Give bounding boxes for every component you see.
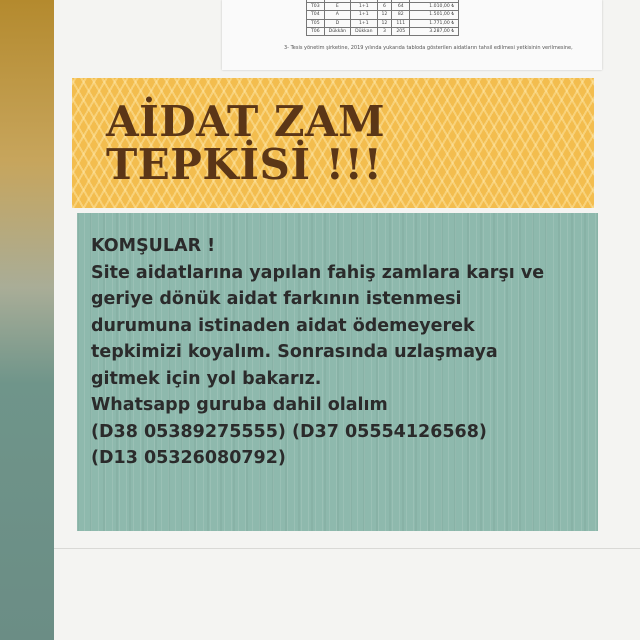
divider — [54, 548, 640, 549]
headline-line-2: TEPKİSİ !!! — [106, 140, 383, 189]
table-cell: 111 — [392, 19, 410, 27]
table-cell: Dükkân — [324, 27, 350, 35]
table-cell: 1.010,00 ₺ — [410, 3, 459, 11]
message-line: Site aidatlarına yapılan fahiş zamlara karşı ve — [91, 262, 545, 283]
table-row — [307, 11, 459, 19]
message-line: (D13 05326080792) — [91, 448, 286, 468]
table-cell: 3.287,00 ₺ — [410, 27, 459, 35]
table-cell: 64 — [392, 3, 410, 11]
table-cell: 1+1 — [351, 19, 377, 27]
table-row — [307, 19, 459, 27]
table-row — [307, 27, 459, 35]
message-line: durumuna istinaden aidat ödemeyerek — [91, 315, 475, 336]
table-cell: T06 — [307, 27, 325, 35]
table-cell: 1+1 — [351, 11, 377, 19]
table-cell: E — [324, 3, 350, 11]
message-line: gitmek için yol bakarız. — [91, 368, 322, 389]
headline-banner — [72, 78, 594, 208]
table-cell: 3 — [377, 27, 392, 35]
table-cell: 205 — [392, 27, 410, 35]
table-cell: 82 — [392, 11, 410, 19]
table-cell: T03 — [307, 3, 325, 11]
message-line: geriye dönük aidat farkının istenmesi — [91, 289, 462, 309]
table-cell: A — [324, 11, 350, 19]
left-gradient-strip — [0, 0, 54, 640]
message-panel — [77, 213, 598, 531]
dues-table — [306, 0, 459, 36]
table-cell: 6 — [377, 3, 392, 11]
table-cell: 1.501,00 ₺ — [410, 11, 459, 19]
message-line: (D38 05389275555) (D37 05554126568) — [91, 421, 487, 442]
message-text — [91, 233, 596, 472]
table-cell: 1.771,00 ₺ — [410, 19, 459, 27]
table-cell: T04 — [307, 11, 325, 19]
message-line: tepkimizi koyalım. Sonrasında uzlaşmaya — [91, 342, 498, 362]
table-cell: 12 — [377, 19, 392, 27]
message-line: KOMŞULAR ! — [91, 236, 216, 256]
table-cell: 12 — [377, 11, 392, 19]
headline-line-1: AİDAT ZAM — [106, 97, 386, 146]
table-cell: Dükkan — [351, 27, 377, 35]
table-cell: D — [324, 19, 350, 27]
table-row — [307, 3, 459, 11]
table-cell: T05 — [307, 19, 325, 27]
scanned-document-snippet — [222, 0, 602, 70]
table-cell: 1+1 — [351, 3, 377, 11]
document-note: 3- Tesis yönetim şirketine, 2019 yılında yukarıda tabloda gösterilen aidatların tahsil edilmesi yetkisinin verilmesine, — [284, 45, 573, 51]
message-line: Whatsapp guruba dahil olalım — [91, 395, 388, 415]
headline-title — [106, 97, 386, 189]
